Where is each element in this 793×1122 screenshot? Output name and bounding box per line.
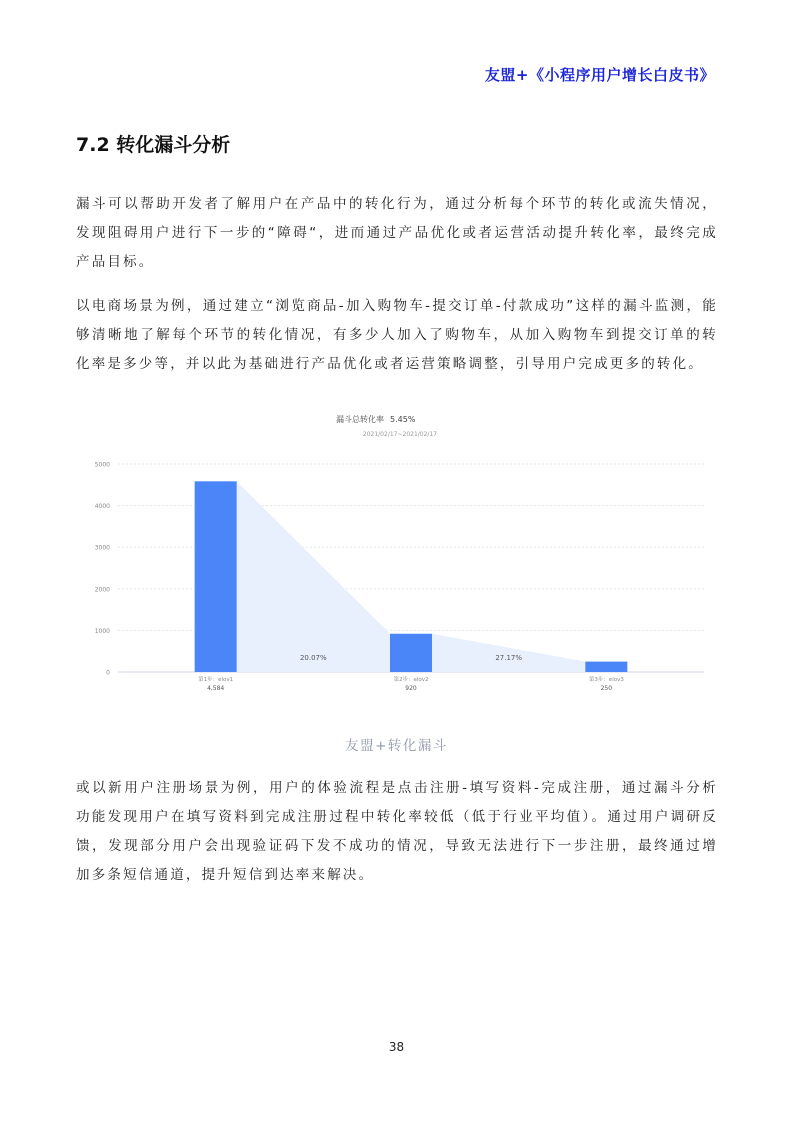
chart-subtitle: 2021/02/17~2021/02/17 [362, 431, 438, 438]
page-number: 38 [388, 1040, 405, 1054]
value-label: 250 [600, 685, 613, 692]
value-label: 920 [405, 685, 417, 692]
paragraph-registration-example: 或以新用户注册场景为例，用户的体验流程是点击注册-填写资料-完成注册，通过漏斗分析功能发现用户在填写资料到完成注册过程中转化率较低（低于行业平均值）。通过用户调研反馈，发现部分用户会出现验证码下发不成功的情况，导致无法进行下一步注册，最终通过增加多条短信通道，提升短信到达率来解决。 [76, 780, 718, 883]
conversion-rate-label: 20.07% [299, 654, 327, 662]
paragraph-funnel-intro: 漏斗可以帮助开发者了解用户在产品中的转化行为，通过分析每个环节的转化或流失情况，发现阻碍用户进行下一步的“障碍“，进而通过产品优化或者运营活动提升转化率，最终完成产品目标。 [76, 196, 718, 270]
y-tick-label: 5000 [94, 461, 110, 469]
funnel-chart-svg [76, 404, 716, 704]
funnel-chart [76, 404, 716, 704]
chart-title: 漏斗总转化率 [336, 415, 384, 424]
figure-caption: 友盟+转化漏斗 [345, 738, 448, 754]
bar [390, 634, 432, 672]
category-label: 第2步：elov2 [393, 677, 429, 683]
category-label: 第1步：elov1 [198, 677, 234, 683]
y-tick-label: 4000 [94, 503, 110, 511]
value-label: 4,584 [207, 685, 225, 692]
bar [585, 662, 627, 672]
paragraph-ecommerce-example: 以电商场景为例，通过建立“浏览商品-加入购物车-提交订单-付款成功”这样的漏斗监测，能够清晰地了解每个环节的转化情况，有多少人加入了购物车，从加入购物车到提交订单的转化率是多少等，并以此为基础进行产品优化或者运营策略调整，引导用户完成更多的转化。 [76, 298, 718, 372]
y-tick-label: 2000 [94, 586, 110, 594]
chart-title-value: 5.45% [390, 415, 416, 424]
category-label: 第3步：elov3 [588, 677, 624, 683]
y-tick-label: 1000 [94, 627, 110, 635]
y-tick-label: 3000 [94, 544, 110, 552]
funnel-area [432, 634, 585, 672]
bar [195, 481, 237, 672]
section-title: 7.2 转化漏斗分析 [76, 134, 231, 156]
funnel-area [237, 481, 390, 672]
document-header-title: 友盟+《小程序用户增长白皮书》 [484, 66, 715, 84]
y-tick-label: 0 [106, 669, 110, 677]
conversion-rate-label: 27.17% [495, 654, 523, 662]
